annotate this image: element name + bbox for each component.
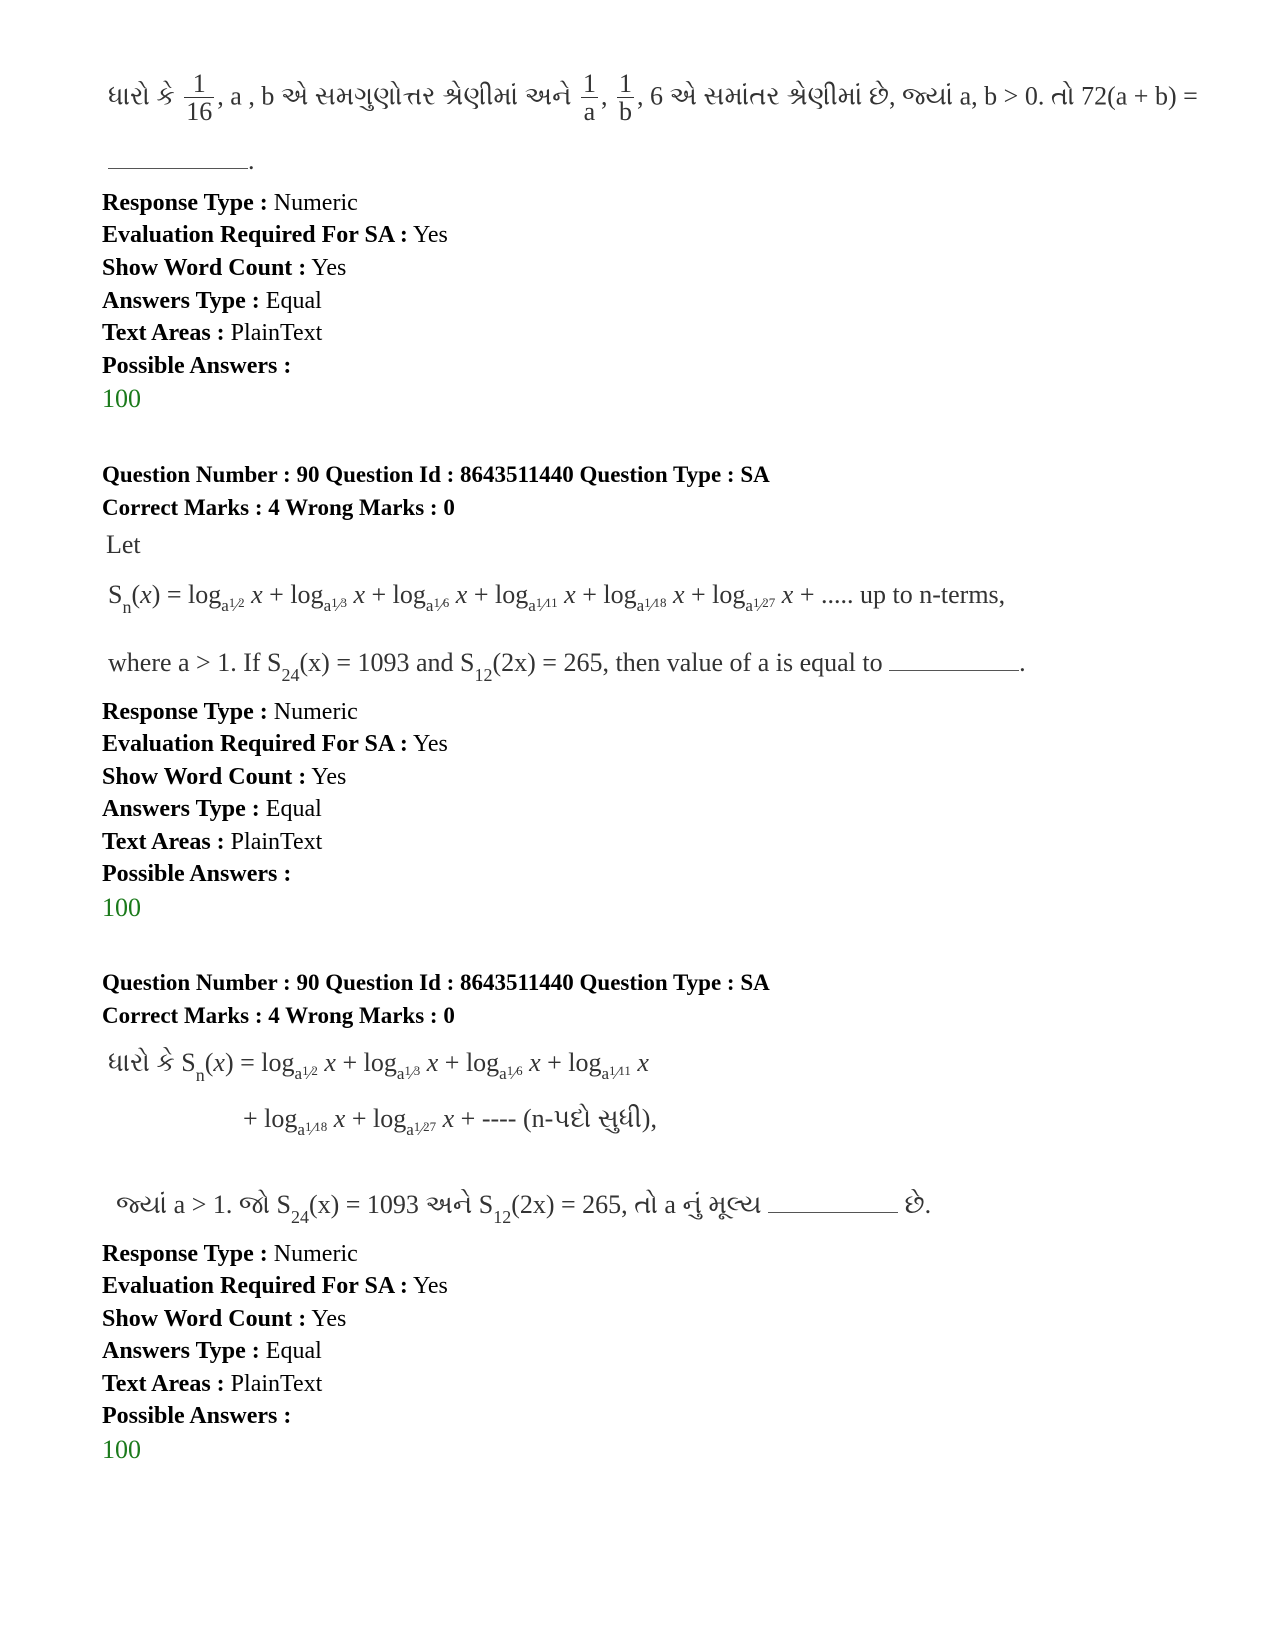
meta-response-type: Response Type : Numeric [102, 1241, 358, 1267]
fraction-1-a: $\frac{1}{a}$ [582, 69, 596, 127]
question-marks: Correct Marks : 4 Wrong Marks : 0 [102, 1003, 455, 1028]
meta-show-word-count: Show Word Count : Yes [102, 255, 347, 281]
answer-blank [768, 1194, 898, 1213]
meta-possible-answers: Possible Answers : [102, 1403, 292, 1429]
meta-answers-type: Answers Type : Equal [102, 796, 322, 822]
meta-answers-type: Answers Type : Equal [102, 1338, 322, 1364]
meta-evaluation-required: Evaluation Required For SA : Yes [102, 1273, 448, 1299]
question-mid-2: , 6 એ સમાંતર શ્રેણીમાં છે, જ્યાં a, b > 0. તો 72(a + b) = [636, 81, 1198, 111]
meta-possible-answers: Possible Answers : [102, 861, 292, 887]
question-condition-gujarati: જ્યાં a > 1. જો $S_{24}(x) = 1093$ અને $S_{12}(2x) = 265$, તો a નું મૂલ્ય છે. [116, 1190, 932, 1227]
question-marks: Correct Marks : 4 Wrong Marks : 0 [102, 495, 455, 520]
question-text-gujarati: ધારો કે $\frac{1}{16}$ , a , b એ સમગુણોત્તર શ્રેણીમાં અને $\frac{1}{a}$ , $\frac{1}{b}$ , 6 એ સમાંતર શ્રેણીમાં છે, જ્યાં a, b > 0. તો 72(a + b) = [108, 69, 1198, 127]
possible-answer-value: 100 [102, 893, 141, 922]
series-definition-english: $S_n(x) = \log_{a^1⁄^2} x + \log_{a^1⁄^3} x + \log_{a^1⁄^6} x + \log_{a^1⁄^{11}} x + \log_{a^1⁄^{18}} x + \log_{a^1⁄^{27}} x$ + ..... up to n-terms, [108, 580, 1006, 617]
question-condition-english: where a > 1. If $S_{24}(x) = 1093$ and $S_{12}(2x) = 265$, then value of a is equal to . [108, 648, 1026, 685]
meta-text-areas: Text Areas : PlainText [102, 829, 323, 855]
possible-answer-value: 100 [102, 384, 141, 413]
answer-blank-line: . [108, 148, 255, 174]
question-intro: ધારો કે [108, 81, 175, 111]
meta-text-areas: Text Areas : PlainText [102, 1371, 323, 1397]
question-let: Let [106, 530, 141, 559]
fraction-1-b: $\frac{1}{b}$ [618, 69, 632, 127]
meta-answers-type: Answers Type : Equal [102, 288, 322, 314]
meta-response-type: Response Type : Numeric [102, 699, 358, 725]
possible-answer-value: 100 [102, 1435, 141, 1464]
meta-evaluation-required: Evaluation Required For SA : Yes [102, 222, 448, 248]
meta-show-word-count: Show Word Count : Yes [102, 764, 347, 790]
series-definition-gujarati-1: ધારો કે $S_n(x) = \log_{a^1⁄^2} x + \log_{a^1⁄^3} x + \log_{a^1⁄^6} x + \log_{a^1⁄^{11}} x$ [108, 1048, 649, 1085]
answer-blank [889, 652, 1019, 671]
meta-response-type: Response Type : Numeric [102, 190, 358, 216]
fraction-1-16: $\frac{1}{16}$ [186, 69, 213, 127]
meta-evaluation-required: Evaluation Required For SA : Yes [102, 731, 448, 757]
meta-text-areas: Text Areas : PlainText [102, 320, 323, 346]
question-mid-1: , a , b એ સમગુણોત્તર શ્રેણીમાં અને [217, 81, 572, 111]
series-definition-gujarati-2: + $\log_{a^1⁄^{18}} x + \log_{a^1⁄^{27}} x$ + ---- (n-પદો સુધી), [243, 1104, 657, 1139]
meta-show-word-count: Show Word Count : Yes [102, 1306, 347, 1332]
answer-blank [108, 150, 248, 169]
meta-possible-answers: Possible Answers : [102, 353, 292, 379]
question-header: Question Number : 90 Question Id : 8643511440 Question Type : SA [102, 970, 770, 995]
question-header: Question Number : 90 Question Id : 8643511440 Question Type : SA [102, 462, 770, 487]
